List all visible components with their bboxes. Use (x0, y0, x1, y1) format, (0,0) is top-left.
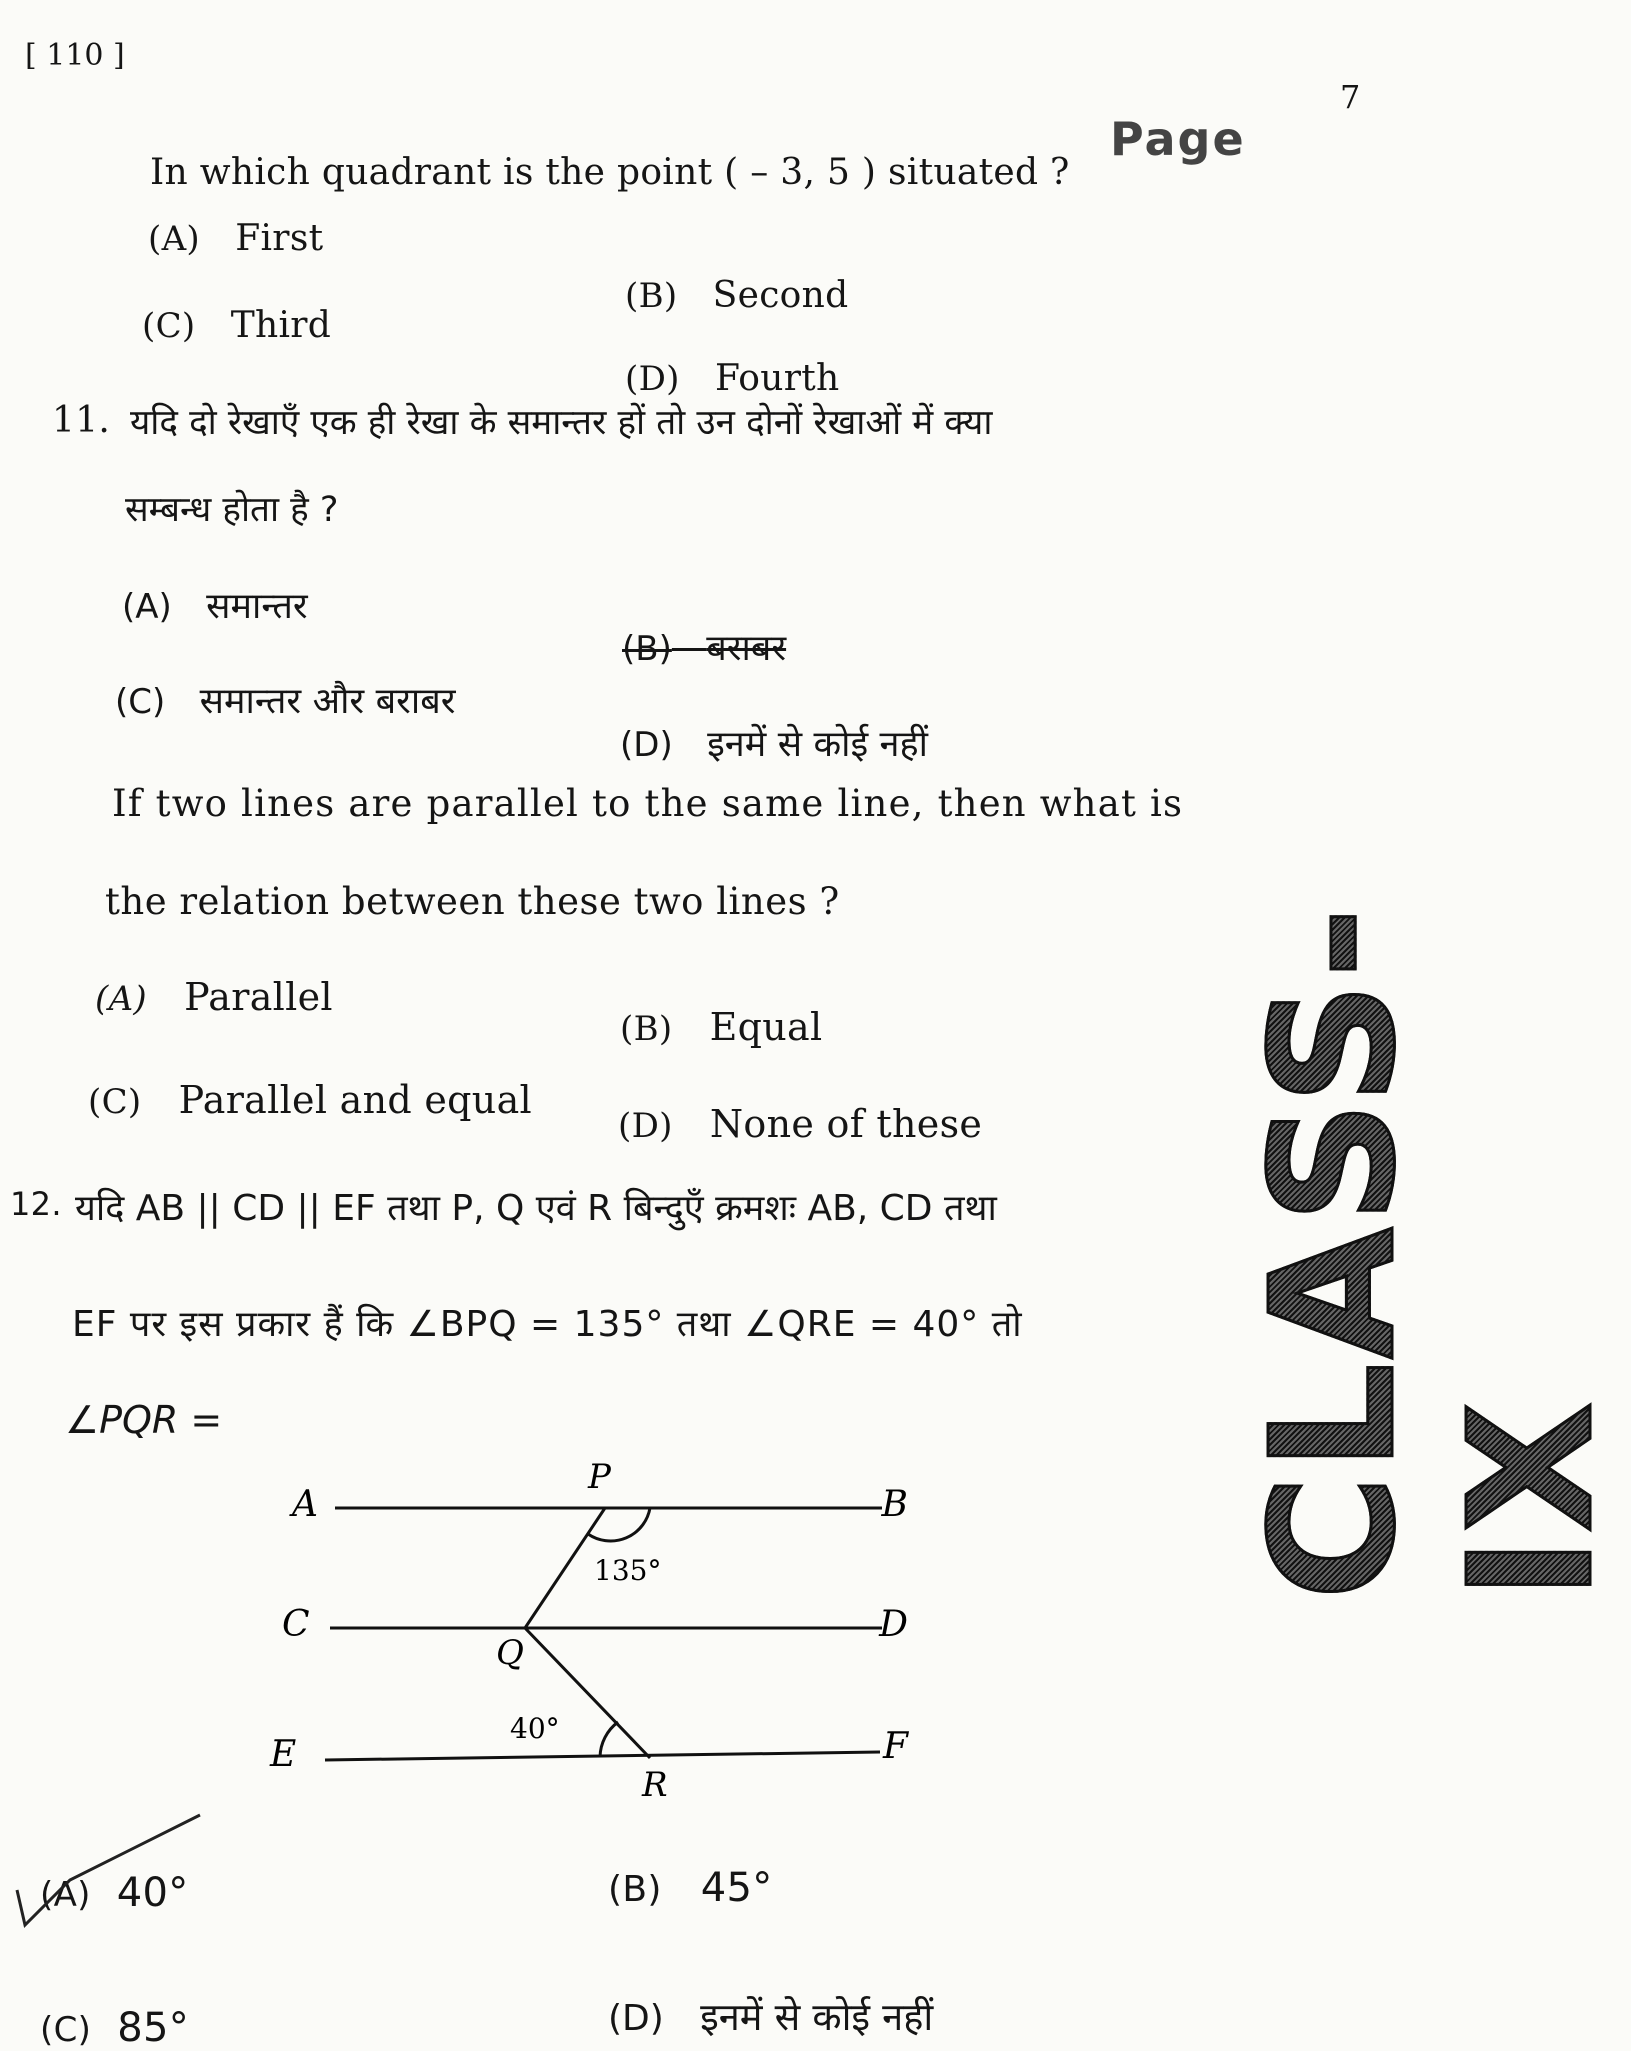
line-ef (325, 1752, 880, 1760)
label-q: Q (496, 1633, 524, 1673)
q11-hindi-option-d (620, 718, 928, 767)
transversal-pq (525, 1508, 605, 1628)
q12-line-3: ∠PQR = (65, 1398, 223, 1442)
q10-question: In which quadrant is the point ( – 3, 5 ) situated ? (150, 152, 1070, 193)
page-reference: [ 110 ] (25, 38, 125, 73)
q10-option-d (625, 358, 839, 399)
q10-option-a (148, 218, 323, 259)
option-label: (A) (95, 979, 147, 1019)
option-text: 45° (700, 1865, 773, 1911)
angle-arc-qre (600, 1722, 618, 1757)
option-text: 85° (117, 2005, 190, 2051)
q12-option-b (608, 1865, 773, 1911)
option-label: (C) (88, 1082, 142, 1122)
option-label: (B) (625, 276, 678, 316)
q11-hindi-line-1: यदि दो रेखाएँ एक ही रेखा के समान्तर हों तो उन दोनों रेखाओं में क्या (130, 403, 993, 443)
q11-english-line-2: the relation between these two lines ? (105, 880, 840, 923)
page-number: 7 (1340, 78, 1361, 116)
q12-line-2: EF पर इस प्रकार हैं कि ∠BPQ = 135° तथा ∠QRE = 40° तो (72, 1304, 1023, 1345)
page-stamp: Page (1110, 112, 1246, 166)
option-text: Parallel and equal (178, 1078, 532, 1122)
q12-line-1: यदि AB || CD || EF तथा P, Q एवं R बिन्दुएँ क्रमशः AB, CD तथा (75, 1188, 997, 1229)
q11-english-option-c (88, 1078, 532, 1122)
option-label: (A) (40, 1875, 91, 1915)
label-p: P (588, 1457, 611, 1497)
q11-hindi-option-c (115, 675, 455, 724)
option-label: (B) (608, 1869, 662, 1910)
label-f: F (883, 1726, 908, 1767)
q11-hindi-option-a (122, 580, 308, 629)
option-text: समान्तर और बराबर (199, 681, 456, 722)
label-b: B (881, 1484, 908, 1525)
option-text: None of these (709, 1102, 983, 1146)
tick-mark-icon (5, 1810, 205, 1930)
option-text: Parallel (184, 975, 333, 1019)
option-text: समान्तर (206, 586, 308, 627)
option-label: (D) (620, 725, 673, 765)
option-text: बराबर (706, 628, 787, 669)
q11-english-option-b (620, 1005, 822, 1049)
q11-hindi-line-2: सम्बन्ध होता है ? (125, 490, 339, 530)
q10-option-b (625, 275, 849, 316)
option-label: (D) (608, 1998, 664, 2039)
q11-english-line-1: If two lines are parallel to the same line, then what is (112, 782, 1184, 825)
side-label: CLASS-IX (1235, 903, 1631, 1600)
label-d: D (879, 1604, 908, 1645)
q11-number: 11. (52, 400, 111, 441)
label-c: C (282, 1604, 310, 1645)
angle-arc-bpq (588, 1508, 650, 1541)
option-label: (D) (625, 359, 680, 399)
option-label: (B) (620, 1009, 673, 1049)
option-text: 40° (116, 1870, 189, 1916)
option-text: Equal (709, 1005, 823, 1049)
q12-option-c (40, 2005, 189, 2051)
angle-label-135: 135° (594, 1554, 662, 1587)
angle-label-40: 40° (510, 1712, 560, 1745)
option-label: (D) (618, 1106, 673, 1146)
option-label: (C) (142, 306, 196, 346)
label-e: E (270, 1734, 297, 1775)
option-text: इनमें से कोई नहीं (700, 1995, 934, 2039)
parallel-lines-figure (270, 1457, 910, 1805)
label-r: R (642, 1765, 668, 1805)
q11-english-option-a (95, 975, 333, 1019)
option-label: (B) (622, 629, 672, 669)
q11-hindi-option-b (622, 622, 786, 671)
option-text: Fourth (714, 358, 840, 399)
label-a: A (292, 1484, 318, 1525)
q10-option-c (142, 305, 331, 346)
option-label: (C) (115, 682, 166, 722)
q11-english-option-d (618, 1102, 982, 1146)
option-text: Second (712, 275, 849, 316)
option-label: (A) (122, 587, 172, 627)
option-label: (C) (40, 2010, 92, 2050)
option-text: Third (230, 305, 332, 346)
option-label: (A) (148, 219, 200, 259)
option-text: First (235, 218, 324, 259)
option-text: इनमें से कोई नहीं (707, 724, 928, 765)
q12-option-d (608, 1990, 933, 2042)
q12-number: 12. (10, 1185, 62, 1223)
